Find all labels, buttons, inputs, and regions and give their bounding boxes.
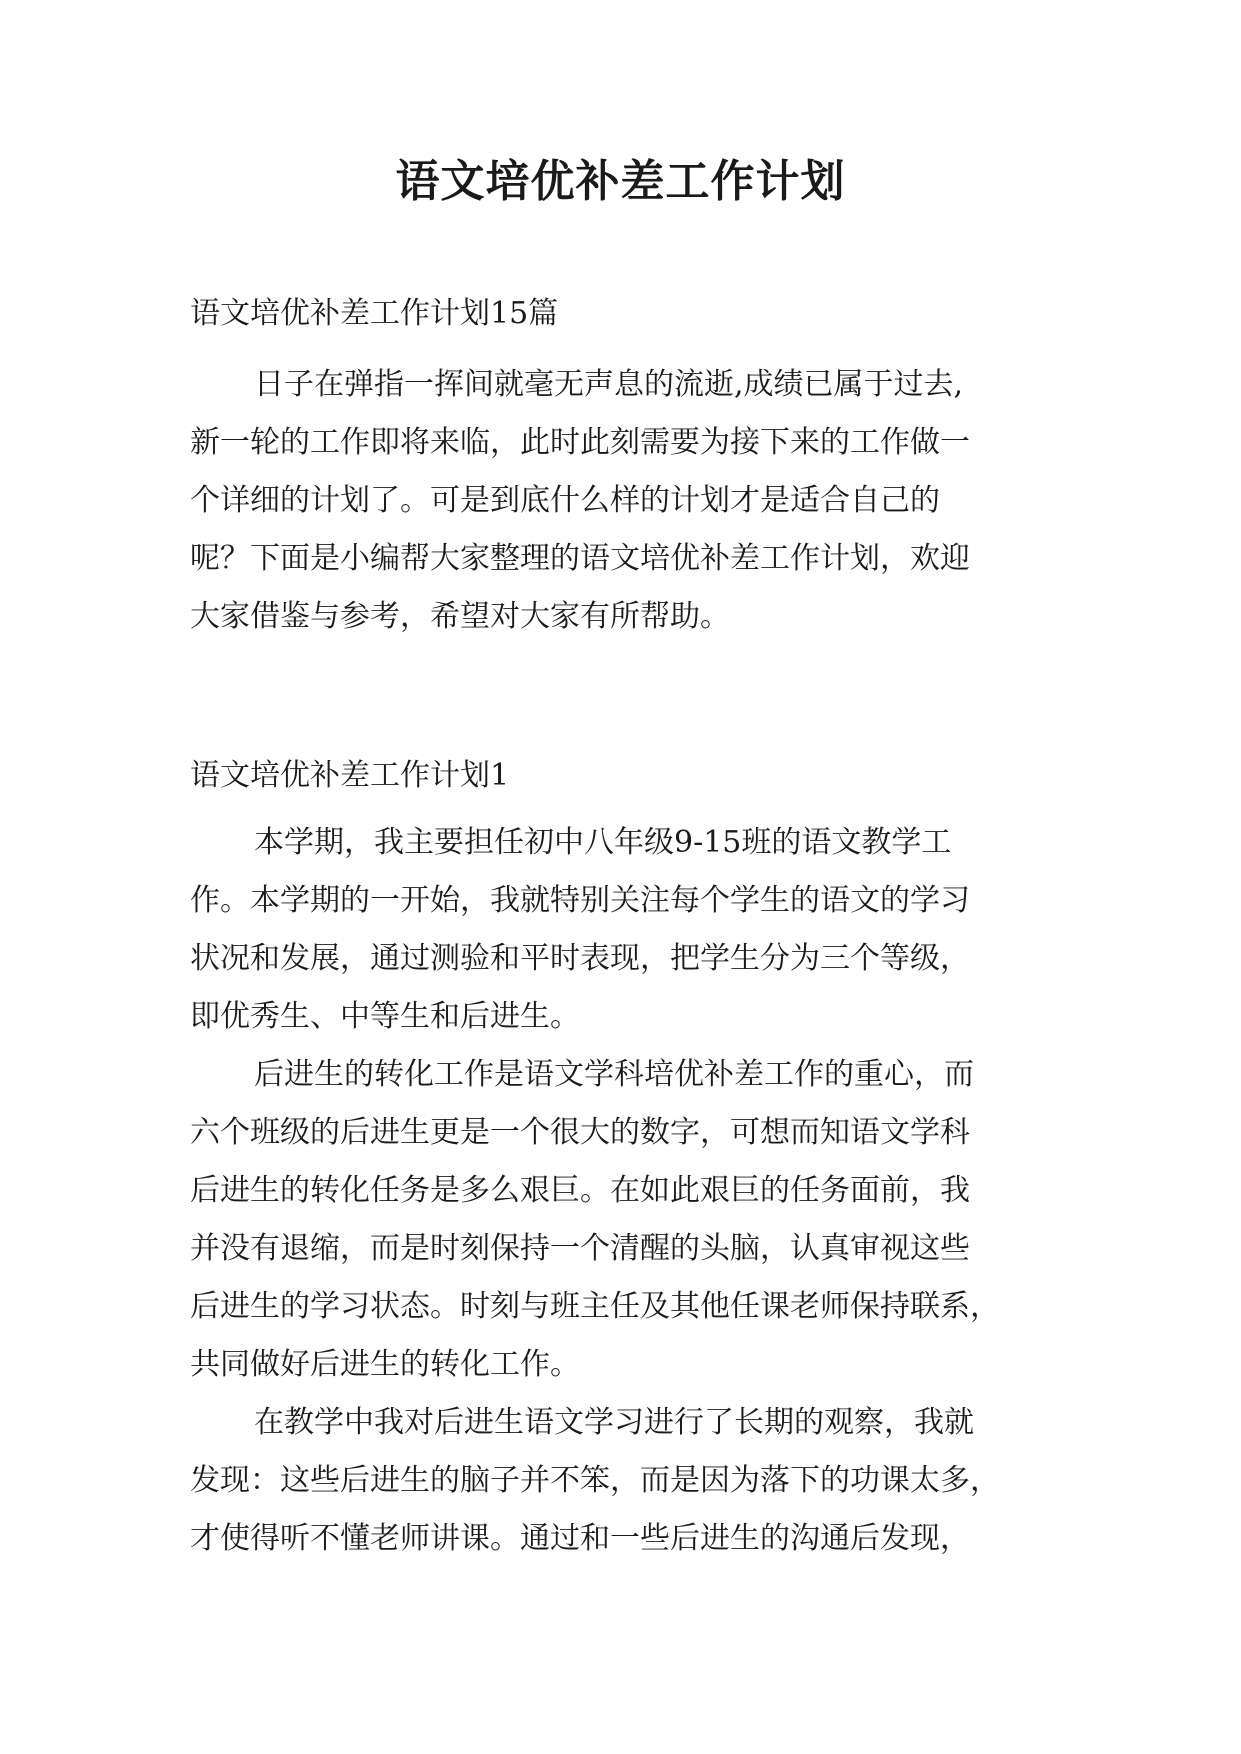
- paragraph-line: 个详细的计划了。可是到底什么样的计划才是适合自己的: [190, 483, 940, 518]
- paragraph-line: 本学期，我主要担任初中八年级9-15班的语文教学工: [254, 825, 952, 860]
- body-paragraph-2: [190, 1046, 1060, 1394]
- paragraph-line: 新一轮的工作即将来临，此时此刻需要为接下来的工作做一: [190, 425, 970, 460]
- section-heading: 语文培优补差工作计划1: [190, 758, 510, 793]
- paragraph-line: 作。本学期的一开始，我就特别关注每个学生的语文的学习: [190, 883, 970, 918]
- paragraph-line: 大家借鉴与参考，希望对大家有所帮助。: [190, 599, 730, 634]
- paragraph-line: 共同做好后进生的转化工作。: [190, 1347, 580, 1382]
- paragraph-line: 并没有退缩，而是时刻保持一个清醒的头脑，认真审视这些: [190, 1231, 970, 1266]
- document-subtitle: 语文培优补差工作计划15篇: [190, 296, 559, 331]
- paragraph-line: 才使得听不懂老师讲课。通过和一些后进生的沟通后发现，: [190, 1521, 970, 1556]
- document-title: 语文培优补差工作计划: [395, 156, 846, 207]
- body-paragraph-3: [190, 1394, 1060, 1568]
- paragraph-line: 日子在弹指一挥间就毫无声息的流逝,成绩已属于过去,: [254, 367, 964, 402]
- paragraph-line: 在教学中我对后进生语文学习进行了长期的观察，我就: [254, 1405, 974, 1440]
- paragraph-line: 后进生的转化工作是语文学科培优补差工作的重心，而: [254, 1057, 974, 1092]
- intro-paragraph: [190, 356, 1060, 646]
- paragraph-line: 发现：这些后进生的脑子并不笨，而是因为落下的功课太多，: [190, 1463, 1000, 1498]
- paragraph-line: 后进生的转化任务是多么艰巨。在如此艰巨的任务面前，我: [190, 1173, 970, 1208]
- paragraph-line: 呢？下面是小编帮大家整理的语文培优补差工作计划，欢迎: [190, 541, 970, 576]
- paragraph-line: 即优秀生、中等生和后进生。: [190, 999, 580, 1034]
- body-paragraph-1: [190, 814, 1060, 1046]
- paragraph-line: 状况和发展，通过测验和平时表现，把学生分为三个等级，: [190, 941, 970, 976]
- paragraph-line: 后进生的学习状态。时刻与班主任及其他任课老师保持联系，: [190, 1289, 1000, 1324]
- paragraph-line: 六个班级的后进生更是一个很大的数字，可想而知语文学科: [190, 1115, 970, 1150]
